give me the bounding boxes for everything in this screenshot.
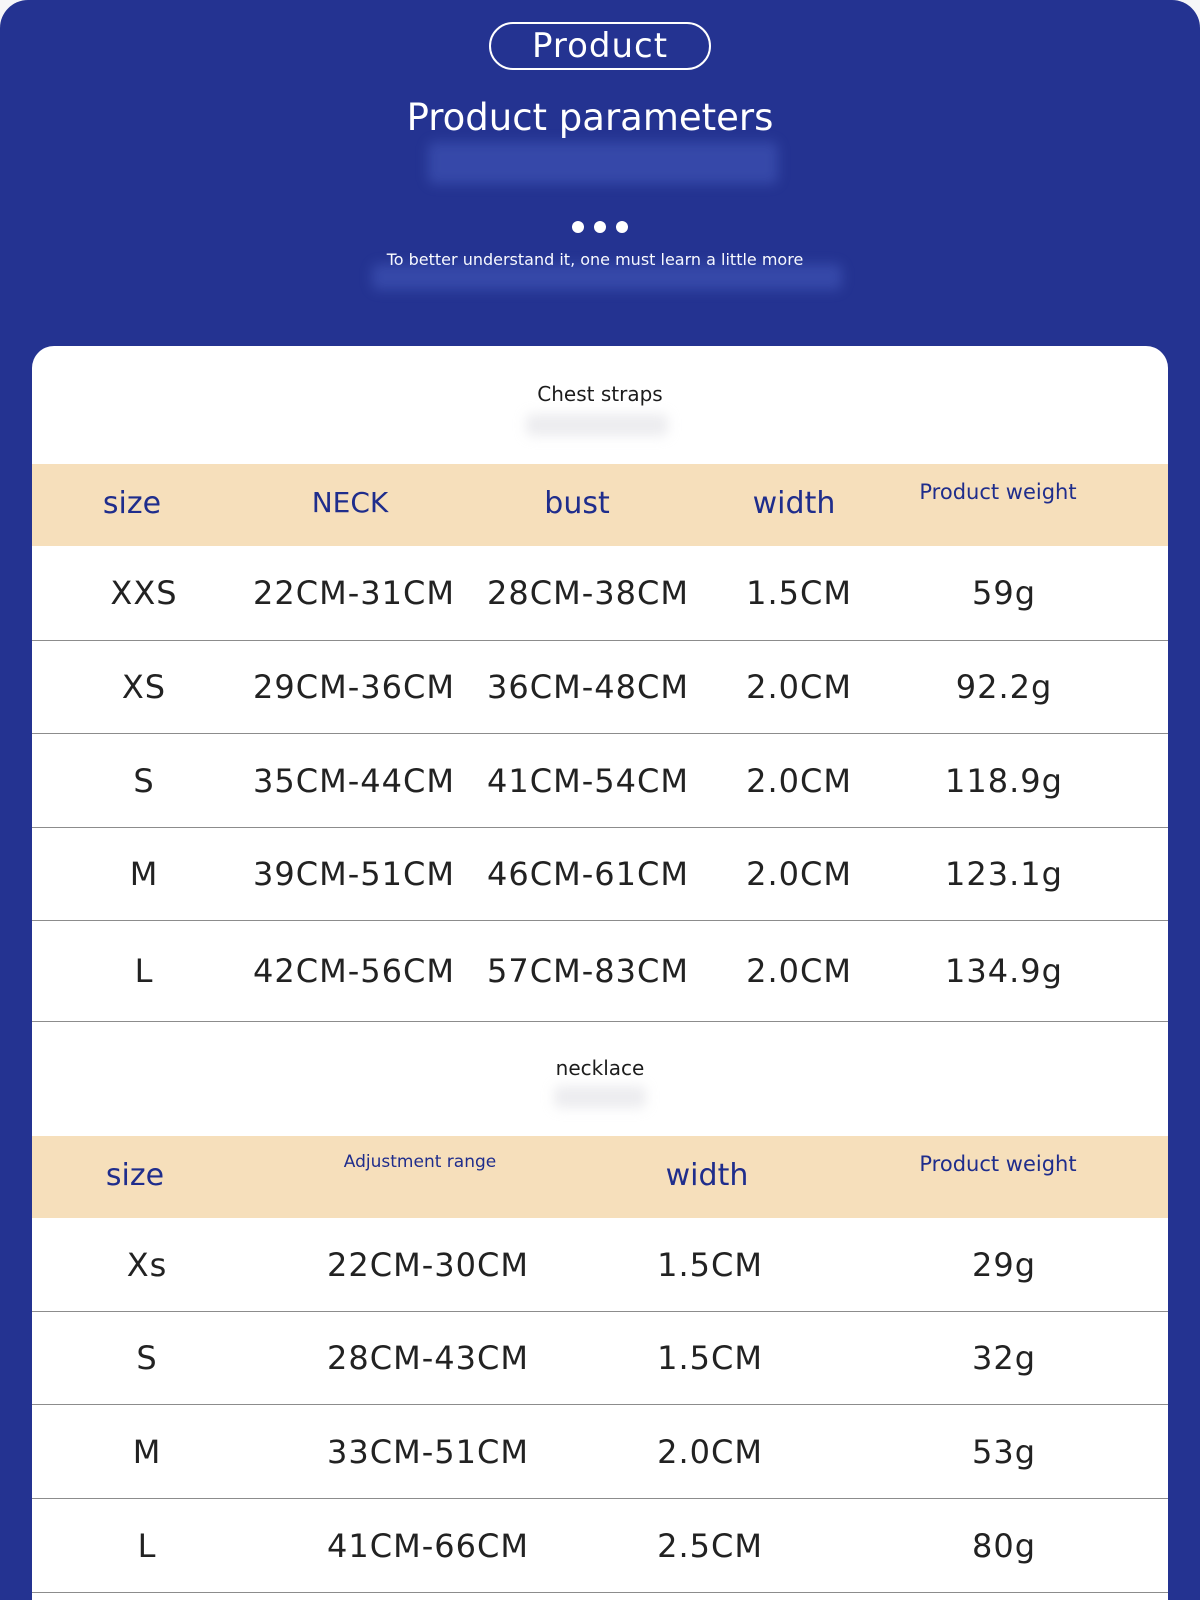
weight-cell: 118.9g [945,761,1063,800]
bust-cell: 57CM-83CM [487,952,689,990]
size-cell: M [129,855,159,893]
neck-cell: 22CM-31CM [253,574,455,612]
chest-straps-header-row [32,464,1168,546]
size-cell: XS [121,668,167,706]
size-cell: L [134,952,154,990]
weight-cell: 123.1g [945,855,1063,893]
adjustment-range-cell: 33CM-51CM [327,1432,529,1471]
weight-cell: 92.2g [955,668,1053,706]
table-row [32,828,1168,921]
column-header-product-weight: Product weight [919,480,1077,504]
weight-cell: 29g [971,1245,1037,1284]
width-cell: 2.0CM [657,1432,763,1471]
size-cell: S [133,761,155,800]
width-cell: 1.5CM [746,574,852,612]
dot-icon [572,221,584,233]
weight-cell: 53g [971,1432,1037,1471]
width-cell: 2.5CM [657,1526,763,1565]
table-row [32,1312,1168,1405]
blurred-section-decoration [526,414,668,436]
neck-cell: 42CM-56CM [253,952,455,990]
size-cell: L [137,1526,157,1565]
adjustment-range-cell: 22CM-30CM [327,1245,529,1284]
bust-cell: 28CM-38CM [487,574,689,612]
column-header-width: width [752,486,836,521]
neck-cell: 39CM-51CM [253,855,455,893]
column-header-adjustment-range: Adjustment range [343,1152,497,1172]
page-title: Product parameters [406,96,774,139]
necklace-header-row [32,1136,1168,1218]
necklace-title: necklace [555,1056,645,1080]
adjustment-range-cell: 41CM-66CM [327,1526,529,1565]
product-badge: Product [489,22,711,70]
column-header-size: size [105,1158,165,1193]
page-subtitle: To better understand it, one must learn a little more [386,250,804,269]
width-cell: 2.0CM [746,952,852,990]
width-cell: 2.0CM [746,761,852,800]
weight-cell: 80g [971,1526,1037,1565]
column-header-bust: bust [544,486,610,521]
size-cell: S [136,1339,158,1377]
width-cell: 1.5CM [657,1245,763,1284]
width-cell: 2.0CM [746,855,852,893]
blurred-title-decoration [428,142,778,184]
size-cell: XXS [110,574,178,612]
width-cell: 2.0CM [746,668,852,706]
dot-icon [616,221,628,233]
size-chart-card [32,346,1168,1600]
adjustment-range-cell: 28CM-43CM [327,1339,529,1377]
column-header-neck: NECK [311,486,389,519]
table-row [32,641,1168,734]
column-header-width: width [665,1158,749,1193]
ellipsis-dots-icon [572,221,628,235]
size-cell: M [132,1432,162,1471]
weight-cell: 59g [971,574,1037,612]
table-row [32,921,1168,1022]
table-row [32,734,1168,828]
neck-cell: 29CM-36CM [253,668,455,706]
column-header-product-weight: Product weight [919,1152,1077,1176]
size-cell: Xs [126,1245,168,1284]
dot-icon [594,221,606,233]
bust-cell: 41CM-54CM [487,761,689,800]
weight-cell: 32g [971,1339,1037,1377]
blurred-subtitle-decoration [372,264,842,290]
chest-straps-title: Chest straps [537,382,663,406]
bust-cell: 46CM-61CM [487,855,689,893]
bust-cell: 36CM-48CM [487,668,689,706]
table-row [32,1218,1168,1312]
width-cell: 1.5CM [657,1339,763,1377]
neck-cell: 35CM-44CM [253,761,455,800]
table-row [32,546,1168,641]
table-row [32,1499,1168,1593]
blurred-section-decoration [554,1086,646,1108]
table-row [32,1405,1168,1499]
weight-cell: 134.9g [945,952,1063,990]
column-header-size: size [102,486,162,521]
